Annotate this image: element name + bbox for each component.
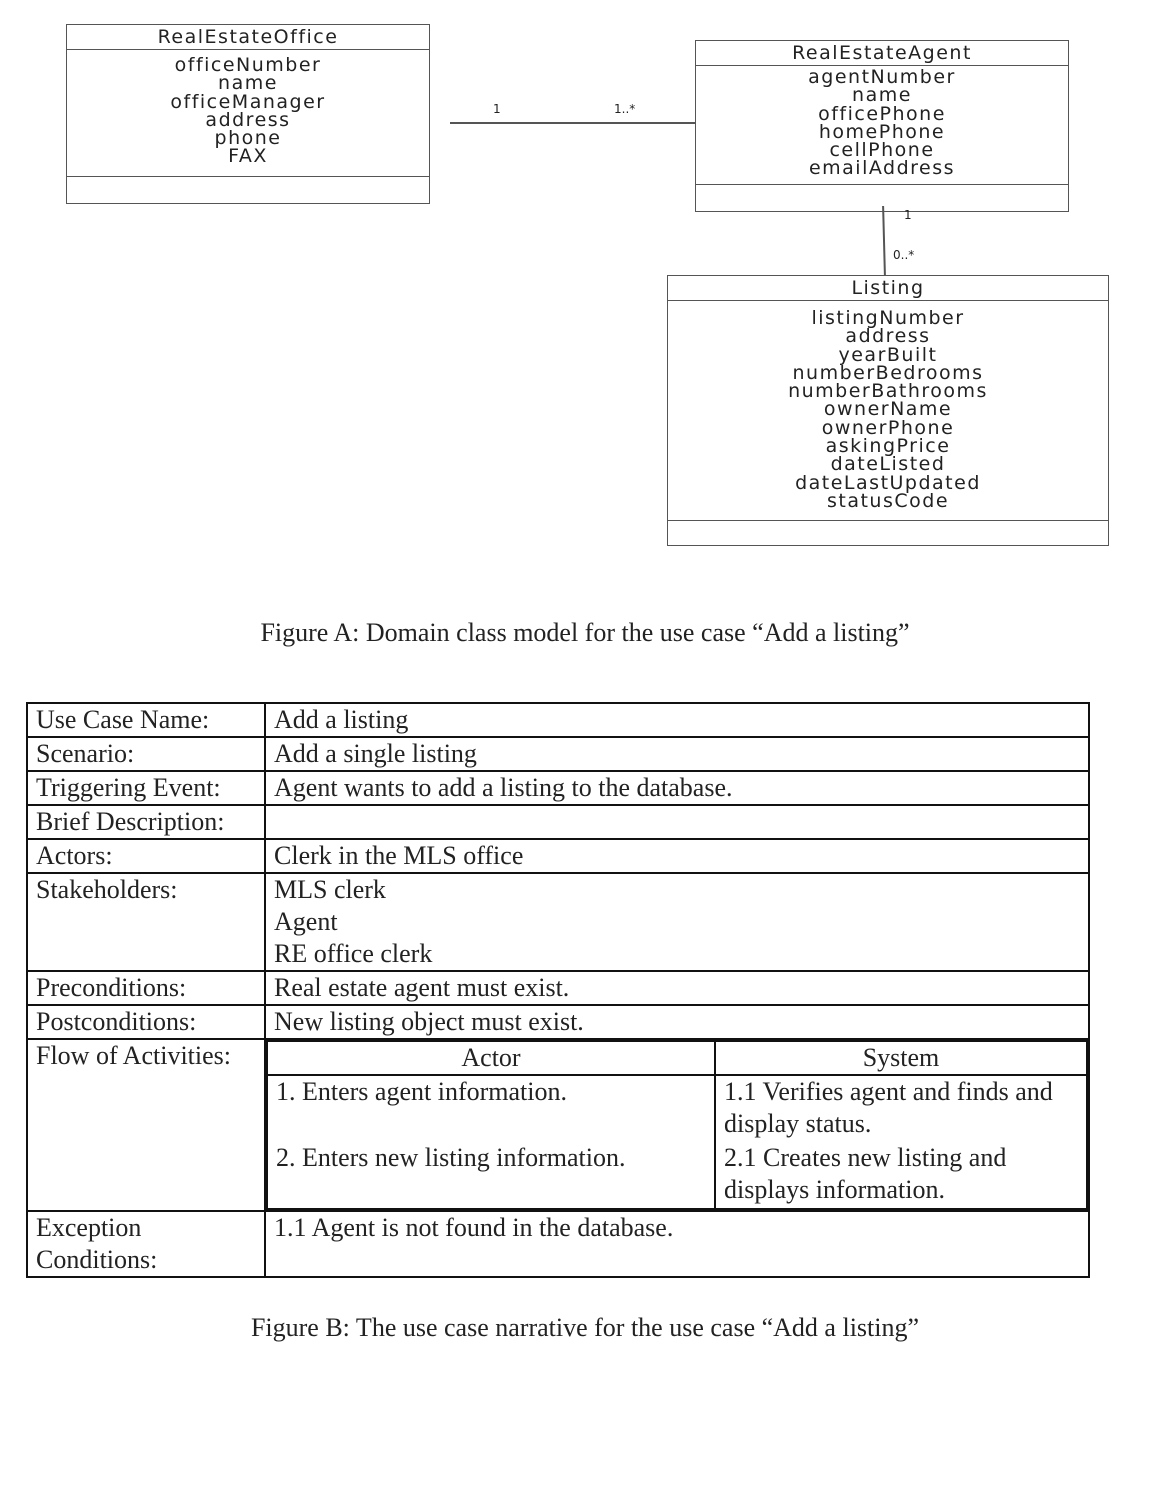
row-label: Scenario: [27, 737, 265, 771]
multiplicity-agent-listing-bottom: 0..* [893, 248, 915, 262]
row-label: Use Case Name: [27, 703, 265, 737]
attribute: name [852, 84, 912, 107]
flow-header-row [267, 1041, 1087, 1075]
exception-label-line: Exception [36, 1213, 142, 1242]
table-row [27, 1211, 1089, 1277]
stakeholder: Agent [274, 907, 338, 936]
row-label: Actors: [27, 839, 265, 873]
row-value [265, 805, 1089, 839]
exception-label-line: Conditions: [36, 1245, 158, 1274]
flow-actor-header: Actor [267, 1041, 715, 1075]
actor-step: 2. Enters new listing information. [276, 1143, 626, 1172]
table-row [27, 703, 1089, 737]
actor-step: 1. Enters agent information. [276, 1077, 567, 1106]
row-label: Stakeholders: [27, 873, 265, 971]
table-row [27, 771, 1089, 805]
flow-actor-steps [267, 1075, 715, 1209]
row-value: Real estate agent must exist. [265, 971, 1089, 1005]
class-name: Listing [668, 276, 1108, 301]
attribute-list [696, 66, 1068, 185]
row-label: Brief Description: [27, 805, 265, 839]
class-listing [667, 275, 1109, 546]
attribute: officePhone [818, 102, 946, 125]
row-value: New listing object must exist. [265, 1005, 1089, 1039]
table-row [27, 1005, 1089, 1039]
system-step: 2.1 Creates new listing and displays information. [724, 1143, 1007, 1204]
attribute: dateListed [830, 453, 946, 476]
attribute: name [218, 72, 278, 95]
row-label: Triggering Event: [27, 771, 265, 805]
row-label: Flow of Activities: [27, 1039, 265, 1211]
attribute: ownerName [823, 398, 953, 421]
table-row [27, 737, 1089, 771]
table-row [27, 839, 1089, 873]
attribute: phone [214, 127, 282, 150]
multiplicity-office-side: 1 [493, 102, 501, 116]
row-value: Add a single listing [265, 737, 1089, 771]
use-case-narrative-table [26, 702, 1090, 1278]
operations-compartment [67, 177, 429, 203]
class-name: RealEstateAgent [696, 41, 1068, 66]
class-name: RealEstateOffice [67, 25, 429, 50]
stakeholder: RE office clerk [274, 939, 433, 968]
operations-compartment [668, 521, 1108, 545]
flow-system-steps [715, 1075, 1087, 1209]
multiplicity-agent-side: 1..* [614, 102, 636, 116]
attribute: numberBedrooms [792, 361, 984, 384]
attribute: officeNumber [174, 54, 322, 76]
attribute: askingPrice [825, 435, 951, 458]
attribute-list [668, 301, 1108, 521]
attribute-list [67, 50, 429, 177]
attribute: ownerPhone [821, 416, 955, 439]
attribute: agentNumber [808, 66, 956, 88]
table-row-flow [27, 1039, 1089, 1211]
attribute: FAX [228, 145, 268, 168]
class-real-estate-office [66, 24, 430, 204]
flow-cell [265, 1039, 1089, 1211]
attribute: listingNumber [811, 307, 965, 329]
row-value: 1.1 Agent is not found in the database. [265, 1211, 1089, 1277]
table-row [27, 805, 1089, 839]
attribute: address [845, 325, 931, 348]
row-label: Postconditions: [27, 1005, 265, 1039]
association-agent-listing [882, 206, 885, 275]
system-step: 1.1 Verifies agent and finds and display status. [724, 1077, 1053, 1138]
flow-table [266, 1040, 1088, 1210]
row-value [265, 873, 1089, 971]
attribute: cellPhone [829, 139, 935, 162]
flow-system-header: System [715, 1041, 1087, 1075]
class-real-estate-agent [695, 40, 1069, 212]
multiplicity-agent-listing-top: 1 [904, 208, 912, 222]
attribute: yearBuilt [838, 343, 938, 366]
figure-a-caption: Figure A: Domain class model for the use case “Add a listing” [260, 618, 910, 647]
flow-body-row [267, 1075, 1087, 1209]
row-value: Add a listing [265, 703, 1089, 737]
attribute: numberBathrooms [788, 380, 988, 403]
row-label: Preconditions: [27, 971, 265, 1005]
attribute: dateLastUpdated [795, 471, 981, 494]
table-row [27, 971, 1089, 1005]
stakeholder: MLS clerk [274, 875, 386, 904]
table-row [27, 873, 1089, 971]
attribute: emailAddress [808, 157, 956, 180]
row-label [27, 1211, 265, 1277]
figure-b-caption: Figure B: The use case narrative for the use case “Add a listing” [250, 1313, 920, 1342]
attribute: address [205, 108, 291, 131]
row-value: Agent wants to add a listing to the database. [265, 771, 1089, 805]
attribute: officeManager [170, 90, 326, 113]
attribute: statusCode [826, 489, 950, 512]
attribute: homePhone [818, 120, 946, 143]
row-value: Clerk in the MLS office [265, 839, 1089, 873]
association-office-agent [450, 122, 695, 124]
